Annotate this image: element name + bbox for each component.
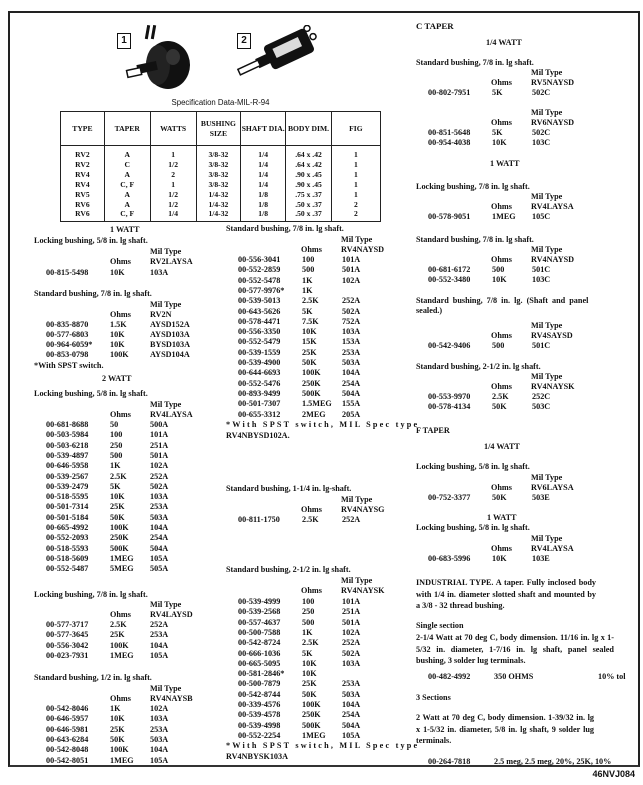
ohms-label: Ohms: [110, 310, 131, 319]
mil-type-value: RV4LAYSD: [150, 610, 193, 619]
figure-code: 46NVJ084: [592, 769, 635, 779]
mil-type-value: RV5NAYSD: [531, 78, 575, 87]
mil-type-value: RV2LAYSA: [150, 257, 193, 266]
cell: A: [104, 200, 150, 210]
col-bushing-size: BUSHING SIZE: [196, 112, 241, 146]
group-desc: Standard bushing, 7/8 in. lg shaft.: [416, 235, 534, 244]
cell: 1: [331, 180, 380, 190]
group-desc: Standard bushing, 7/8 in. lg shaft.: [34, 289, 152, 298]
cell: 1/2: [150, 160, 196, 170]
cell: .64 x .42: [286, 160, 332, 170]
section-heading-1-watt: 1 WATT: [110, 225, 140, 234]
group-desc: Locking bushing, 5/8 in. lg shaft.: [416, 523, 530, 532]
group-desc: Standard bushing, 2-1/2 in. lg shaft.: [416, 362, 541, 371]
ohms-label: Ohms: [491, 255, 512, 264]
subheading-quarter-watt: 1/4 WATT: [486, 38, 522, 47]
ohms-label: Ohms: [491, 118, 512, 127]
footnote: *With SPST switch, MIL Spec type: [226, 420, 420, 429]
cell: RV6: [61, 209, 105, 221]
cell: RV2: [61, 146, 105, 160]
mil-type-label: Mil Type: [531, 534, 563, 543]
subheading-quarter-watt: 1/4 WATT: [484, 442, 520, 451]
col-taper: TAPER: [104, 112, 150, 146]
cell: RV4: [61, 180, 105, 190]
group-desc: Standard bushing, 7/8 in. lg shaft.: [416, 58, 534, 67]
group-desc: Standard bushing, 1-1/4 in. lg-shaft.: [226, 484, 352, 493]
mil-type-value: RV4NAYSB: [150, 694, 193, 703]
mil-type-value: RV6LAYSA: [531, 483, 574, 492]
cell: RV2: [61, 160, 105, 170]
single-section-desc: 2-1/4 Watt at 70 deg C, body dimension. 11/16 in. lg x 1-5/32 in. diameter, 1-7/16 in. lg shaft, panel sealed bushing, 3 solder lug terminals.: [416, 633, 614, 665]
cell: 1/8: [241, 190, 286, 200]
figure-1-label: 1: [117, 33, 131, 49]
cell: 1: [331, 146, 380, 160]
col-fig: FIG: [331, 112, 380, 146]
mil-type-label: Mil Type: [341, 576, 373, 585]
cell: .50 x .37: [286, 209, 332, 221]
cell: 1/4: [241, 146, 286, 160]
cell: A: [104, 190, 150, 200]
mil-type-label: Mil Type: [341, 235, 373, 244]
ohms-label: Ohms: [110, 257, 131, 266]
table-row: [61, 180, 381, 190]
mil-type-value: RV6NAYSD: [531, 118, 575, 127]
cell: .90 x .45: [286, 180, 332, 190]
cell: 3/8-32: [196, 160, 241, 170]
col-shaft-dia: SHAFT DIA.: [241, 112, 286, 146]
cell: 1/4: [241, 180, 286, 190]
mil-type-label: Mil Type: [150, 300, 182, 309]
ohms-label: Ohms: [491, 544, 512, 553]
mil-type-label: Mil Type: [531, 473, 563, 482]
cell: A: [104, 170, 150, 180]
group-desc: Standard bushing, 2-1/2 in. lg shaft.: [226, 565, 351, 574]
mil-type-value: RV2N: [150, 310, 172, 319]
ohms-label: Ohms: [110, 410, 131, 419]
col-body-dim: BODY DIM.: [286, 112, 332, 146]
cell: .50 x .37: [286, 200, 332, 210]
cell: C: [104, 160, 150, 170]
group-desc: Locking bushing, 5/8 in. lg shaft.: [34, 236, 148, 245]
cell: A: [104, 146, 150, 160]
table-row: [61, 209, 381, 221]
group-desc: Standard bushing, 1/2 in. lg shaft.: [34, 673, 152, 682]
three-sections-desc: 2 Watt at 70 deg C, body dimension. 1-39/32 in. lg x 1-5/32 in. diameter, 5/8 in. lg shaft, 9 solder lug terminals.: [416, 713, 594, 745]
industrial-type-intro: INDUSTRIAL TYPE. A taper. Fully inclosed body with 1/4 in. diameter slotted shaft and mounted by a 3/8 - 32 thread bushing.: [416, 578, 596, 610]
cell: RV5: [61, 190, 105, 200]
cell: 1/4-32: [196, 200, 241, 210]
cell: .90 x .45: [286, 170, 332, 180]
potentiometer-round-icon: [125, 25, 195, 90]
section-heading-f-taper: F TAPER: [416, 426, 450, 435]
cell: 1/4: [150, 209, 196, 221]
cell: 3/8-32: [196, 146, 241, 160]
cell: 1/4-32: [196, 190, 241, 200]
ohms-label: Ohms: [301, 505, 322, 514]
ohms-label: Ohms: [491, 202, 512, 211]
mil-type-value: RV4NAYSK: [531, 382, 575, 391]
ohms-label: Ohms: [110, 694, 131, 703]
subheading-1-watt: 1 WATT: [487, 513, 517, 522]
mil-type-label: Mil Type: [341, 495, 373, 504]
cell: 2: [331, 209, 380, 221]
cell: 1/4: [241, 160, 286, 170]
mil-type-value: RV4NAYSD: [531, 255, 575, 264]
mil-type-value: RV4NAYSD: [341, 245, 385, 254]
table-row: [61, 170, 381, 180]
footnote: RV4NBYSD102A.: [226, 431, 290, 440]
cell: C, F: [104, 209, 150, 221]
cell: .64 x .42: [286, 146, 332, 160]
single-section-heading: Single section: [416, 621, 464, 630]
footnote: RV4NBYSK103A: [226, 752, 289, 761]
section-heading-c-taper: C TAPER: [416, 21, 454, 31]
ohms-label: Ohms: [301, 586, 322, 595]
cell: 1: [150, 180, 196, 190]
mil-type-label: Mil Type: [531, 192, 563, 201]
mil-type-label: Mil Type: [150, 684, 182, 693]
spec-table-header: [61, 112, 381, 146]
footnote: *With SPST switch.: [34, 361, 104, 370]
spec-table: [60, 111, 381, 222]
mil-type-label: Mil Type: [531, 372, 563, 381]
mil-type-value: RV4NAYSG: [341, 505, 385, 514]
cell: C, F: [104, 180, 150, 190]
cell: 1/2: [150, 190, 196, 200]
group-desc: Locking bushing, 7/8 in. lg shaft.: [34, 590, 148, 599]
subheading-1-watt: 1 WATT: [490, 159, 520, 168]
mil-type-label: Mil Type: [150, 400, 182, 409]
cell: 3/8-32: [196, 180, 241, 190]
cell: 1: [150, 146, 196, 160]
group-desc: sealed.): [416, 306, 443, 315]
mil-type-label: Mil Type: [531, 108, 563, 117]
cell: 1: [331, 190, 380, 200]
cell: 1/2: [150, 200, 196, 210]
col-watts: WATTS: [150, 112, 196, 146]
mil-type-label: Mil Type: [531, 68, 563, 77]
section-heading-2-watt: 2 WATT: [102, 374, 132, 383]
mil-type-value: RV4SAYSD: [531, 331, 573, 340]
mil-type-label: Mil Type: [150, 600, 182, 609]
ohms-label: Ohms: [491, 483, 512, 492]
three-sections-heading: 3 Sections: [416, 693, 451, 702]
group-desc: Locking bushing, 5/8 in. lg shaft.: [34, 389, 148, 398]
ohms-label: Ohms: [491, 382, 512, 391]
mil-type-value: RV4LAYSA: [150, 410, 193, 419]
mil-type-label: Mil Type: [150, 247, 182, 256]
table-row: [61, 160, 381, 170]
cell: 1: [331, 170, 380, 180]
group-desc: Locking bushing, 5/8 in. lg shaft.: [416, 462, 530, 471]
mil-type-label: Mil Type: [531, 245, 563, 254]
group-desc: Locking bushing, 7/8 in. lg shaft.: [416, 182, 530, 191]
cell: 1/8: [241, 200, 286, 210]
ohms-label: Ohms: [491, 331, 512, 340]
footnote: *With SPST switch, MIL Spec type: [226, 741, 420, 750]
ohms-label: Ohms: [110, 610, 131, 619]
table-row: [61, 146, 381, 160]
mil-type-value: RV4NAYSK: [341, 586, 385, 595]
cell: RV6: [61, 200, 105, 210]
ohms-label: Ohms: [491, 78, 512, 87]
ohms-label: Ohms: [301, 245, 322, 254]
mil-type-value: RV4LAYSA: [531, 202, 574, 211]
cell: 1/8: [241, 209, 286, 221]
spec-table-title: Specification Data-MIL-R-94: [171, 98, 270, 107]
cell: 1/4: [241, 170, 286, 180]
cell: 1/4-32: [196, 209, 241, 221]
table-row: [61, 190, 381, 200]
cell: RV4: [61, 170, 105, 180]
cell: .75 x .37: [286, 190, 332, 200]
mil-type-value: RV4LAYSA: [531, 544, 574, 553]
table-row: [61, 200, 381, 210]
cell: 3/8-32: [196, 170, 241, 180]
potentiometer-cylindrical-icon: [228, 25, 328, 85]
group-desc: Standard bushing, 7/8 in. lg. (Shaft and panel: [416, 296, 589, 305]
cell: 2: [331, 200, 380, 210]
figure-2-label: 2: [237, 33, 251, 49]
cell: 1: [331, 160, 380, 170]
mil-type-label: Mil Type: [531, 321, 563, 330]
cell: 2: [150, 170, 196, 180]
group-desc: Standard bushing, 7/8 in. lg shaft.: [226, 224, 344, 233]
col-type: TYPE: [61, 112, 105, 146]
